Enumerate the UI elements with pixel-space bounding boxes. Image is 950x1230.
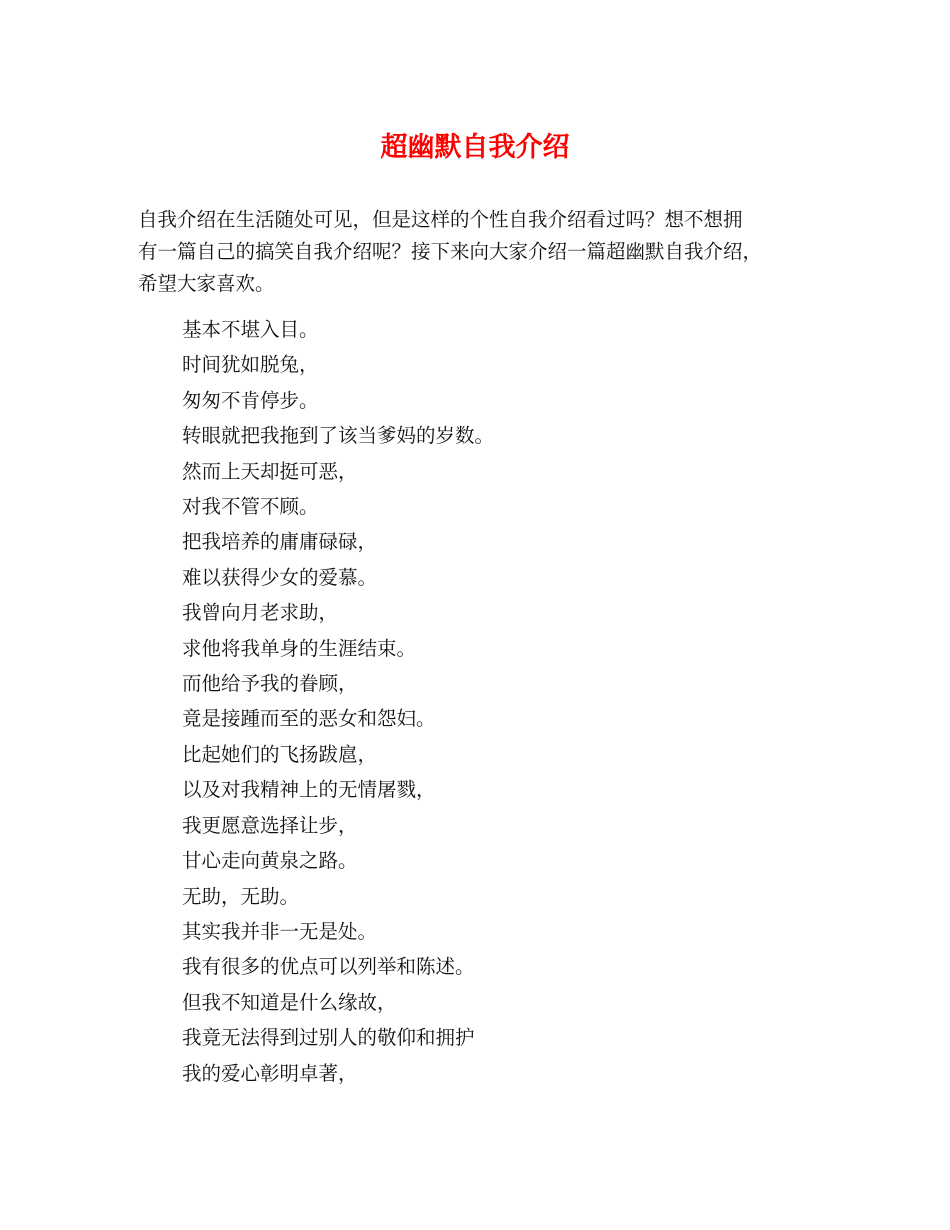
poem-line: 难以获得少女的爱慕。 — [182, 565, 378, 589]
poem-line: 时间犹如脱兔， — [182, 353, 319, 377]
poem-line: 我有很多的优点可以列举和陈述。 — [182, 955, 475, 979]
poem-line: 然而上天却挺可恶， — [182, 459, 358, 483]
poem-line: 我竟无法得到过别人的敬仰和拥护 — [182, 1026, 475, 1050]
poem-line: 对我不管不顾。 — [182, 495, 319, 519]
poem-line: 以及对我精神上的无情屠戮， — [182, 778, 436, 802]
poem-line: 求他将我单身的生涯结束。 — [182, 636, 417, 660]
intro-line: 有一篇自己的搞笑自我介绍呢？接下来向大家介绍一篇超幽默自我介绍， — [138, 240, 763, 263]
document-title: 超幽默自我介绍 — [380, 132, 570, 163]
poem-line: 比起她们的飞扬跋扈， — [182, 742, 378, 766]
poem-line: 基本不堪入目。 — [182, 318, 319, 341]
poem-line: 竟是接踵而至的恶女和怨妇。 — [182, 707, 436, 731]
poem-line: 我曾向月老求助， — [182, 601, 339, 625]
poem-line: 其实我并非一无是处。 — [182, 919, 378, 943]
intro-line: 希望大家喜欢。 — [138, 272, 275, 295]
poem-line: 转眼就把我拖到了该当爹妈的岁数。 — [182, 424, 495, 448]
poem-line: 甘心走向黄泉之路。 — [182, 849, 358, 873]
poem-lines — [182, 312, 494, 1091]
poem-line: 我更愿意选择让步， — [182, 813, 358, 837]
poem-line: 我的爱心彰明卓著， — [182, 1061, 358, 1085]
intro-paragraph — [138, 204, 838, 300]
poem-line: 但我不知道是什么缘故， — [182, 990, 397, 1014]
poem-line: 把我培养的庸庸碌碌， — [182, 530, 378, 554]
poem-line: 匆匆不肯停步。 — [182, 388, 319, 412]
poem-line: 无助，无助。 — [182, 884, 300, 908]
poem-line: 而他给予我的眷顾， — [182, 672, 358, 696]
intro-line: 自我介绍在生活随处可见，但是这样的个性自我介绍看过吗？想不想拥 — [138, 208, 743, 231]
